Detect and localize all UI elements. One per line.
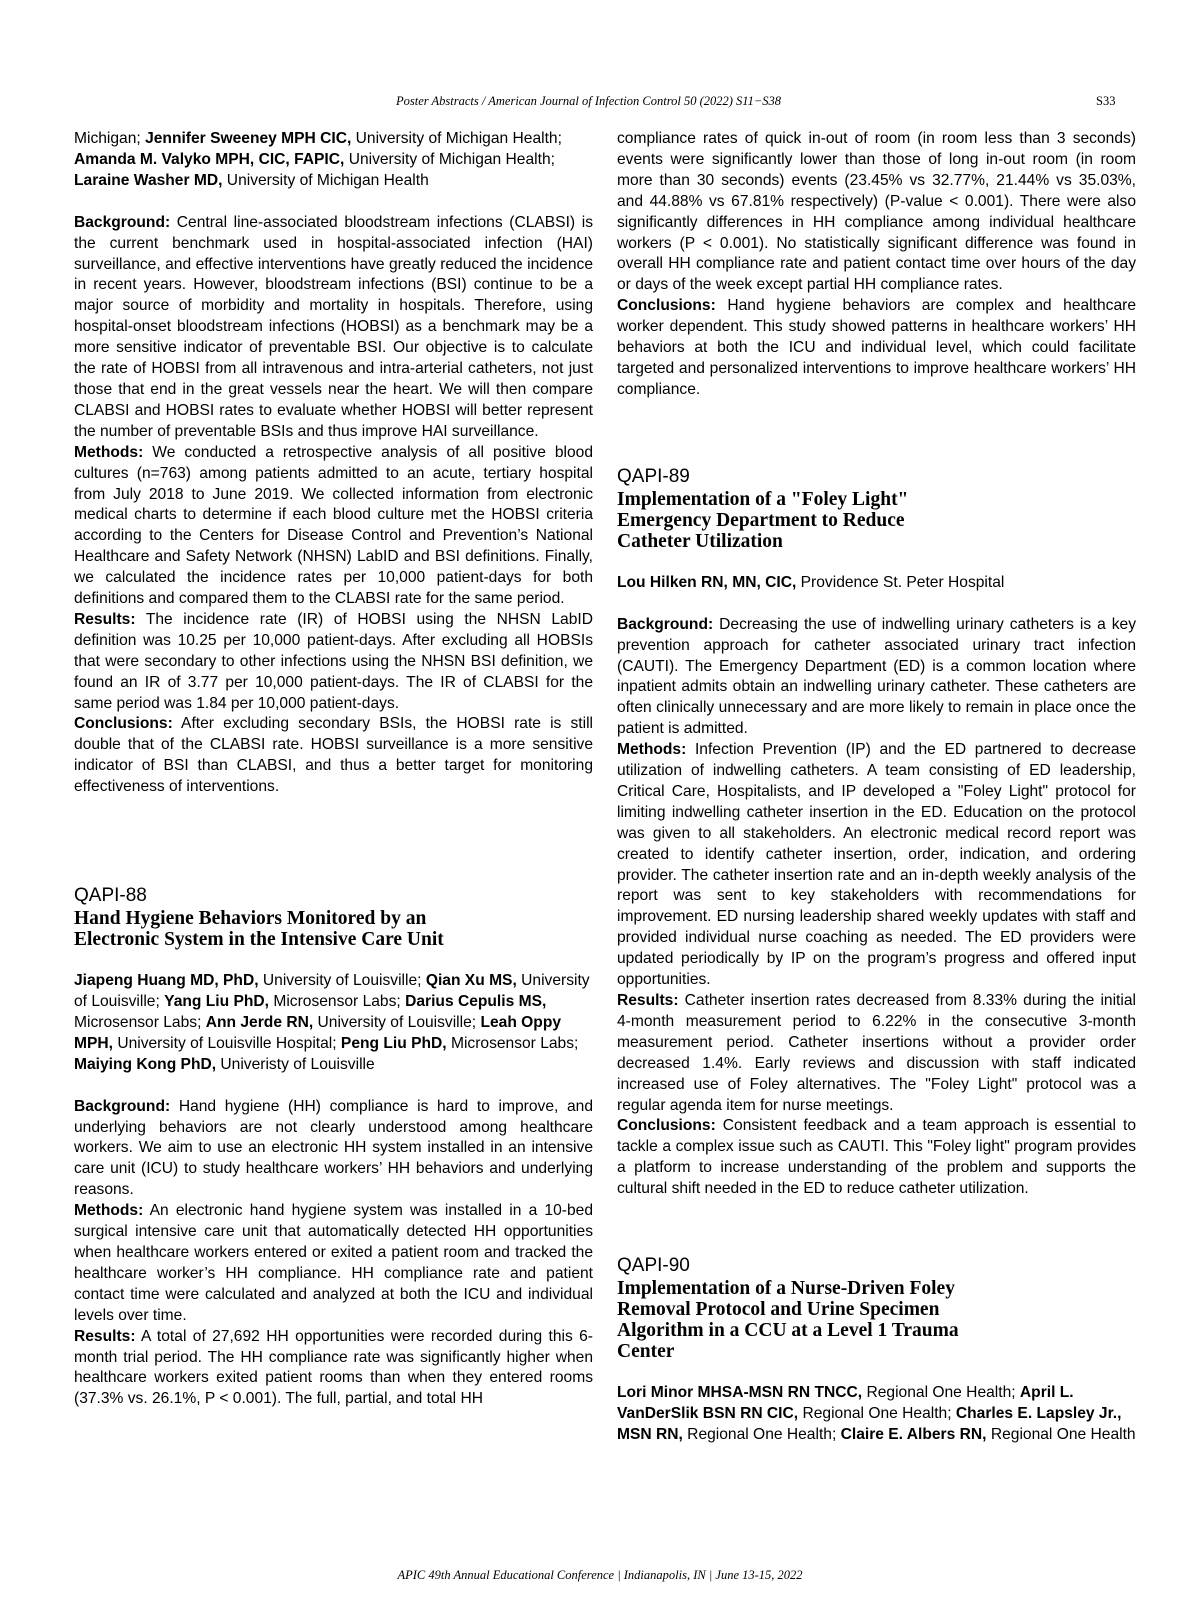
hh-results-continued: compliance rates of quick in-out of room (in room less than 3 seconds) events were significantly lower than those of long in-out room (in room more than 30 seconds) events (23.45% vs 32.77%, 21.44% vs 35.03%, and 44.88% vs 67.81% respectively) (P-value < 0.001). There were also significantly differences in HH compliance among individual healthcare workers (P < 0.001). No statistically significant difference was found in overall HH compliance rate and patient contact time over hours of the day or days of the week except partial HH compliance rates. xyxy=(617,130,1136,294)
section-text: After excluding secondary BSIs, the HOBSI rate is still double that of the CLABSI rate. HOBSI surveillance is a more sensitive indicator of BSI than CLABSI, and thus a better target for monitoring effectiveness of interventions. xyxy=(74,715,593,796)
section-label: Results: xyxy=(74,1327,136,1345)
abstract-id: QAPI-88 xyxy=(74,885,147,907)
section-label: Results: xyxy=(617,992,679,1009)
section-text: Infection Prevention (IP) and the ED partnered to decrease utilization of indwelling catheters. A team consisting of ED leadership, Critical Care, Hospitalists, and IP developed a "Foley Light" protocol for limiting indwelling catheter insertion in the ED. Education on the protocol was given to all stakeholders. An electronic medical record report was created to identify catheter insertion, order, indication, and ordering provider. The catheter insertion rate and an in-depth weekly analysis of the report was sent to key stakeholders with recommendations for improvement. ED nursing leadership shared weekly updates with staff and provided individual nurse coaching as needed. The ED providers were updated periodically by IP on the program’s progress and offered input opportunities. xyxy=(617,741,1136,989)
author-affiliation: University of Louisville Hospital; xyxy=(112,1034,341,1052)
hh-conclusions xyxy=(617,296,1136,401)
hh-background xyxy=(74,1097,593,1202)
author-name: Lori Minor MHSA-MSN RN TNCC, xyxy=(617,1384,863,1402)
section-label: Conclusions: xyxy=(74,715,173,733)
journal-citation: Poster Abstracts / American Journal of Infection Control 50 (2022) S11−S38 xyxy=(396,94,782,108)
author-name: Peng Liu PhD, xyxy=(340,1034,447,1052)
section-text: Hand hygiene behaviors are complex and healthcare worker dependent. This study showed patterns in healthcare workers’ HH behaviors at both the ICU and individual level, which could facilitate targeted and personalized interventions to improve healthcare workers’ HH compliance. xyxy=(617,297,1136,398)
author-affiliation: Regional One Health; xyxy=(862,1384,1020,1402)
section-text: An electronic hand hygiene system was installed in a 10-bed surgical intensive care unit that automatically detected HH opportunities when healthcare workers entered or exited a patient room and tracked the healthcare worker’s HH compliance. HH compliance rate and patient contact time were calculated and analyzed at both the ICU and individual levels over time. xyxy=(74,1202,593,1324)
section-text: Decreasing the use of indwelling urinary catheters is a key prevention approach for catheter associated urinary tract infection (CAUTI). The Emergency Department (ED) is a common location where inpatient admits obtain an indwelling urinary catheter. These catheters are often clinically unnecessary and are more likely to remain in place once the patient is admitted. xyxy=(617,615,1136,738)
author-name: Claire E. Albers RN, xyxy=(840,1425,987,1443)
author-affiliation: University of Michigan Health xyxy=(222,171,429,189)
author-name: Leah Oppy MPH, xyxy=(74,1013,562,1052)
section-text: A total of 27,692 HH opportunities were recorded during this 6-month trial period. The HH compliance rate was significantly higher when healthcare workers exited patient rooms than when they entered rooms (37.3% vs. 26.1%, P < 0.001). The full, partial, and total HH xyxy=(74,1327,593,1408)
author-affiliation: University of Louisville; xyxy=(74,972,590,1010)
author-name: Charles E. Lapsley Jr., MSN RN, xyxy=(617,1404,1122,1443)
author-affiliation: Regional One Health; xyxy=(798,1404,956,1422)
section-label: Methods: xyxy=(74,443,144,461)
author-list-continued xyxy=(74,129,593,192)
author-affiliation: Univeristy of Louisville xyxy=(216,1055,375,1073)
section-label: Conclusions: xyxy=(617,1117,716,1135)
author-affiliation: Regional One Health xyxy=(986,1425,1136,1443)
author-affiliation: Providence St. Peter Hospital xyxy=(796,573,1005,591)
author-name: Maiying Kong PhD, xyxy=(74,1055,217,1073)
hobsi-results xyxy=(74,610,593,715)
author-name: Lou Hilken RN, MN, CIC, xyxy=(617,573,797,591)
foley-background xyxy=(617,615,1136,740)
author-affiliation: Michigan; xyxy=(74,130,146,147)
hobsi-methods xyxy=(74,443,593,610)
author-name: April L. VanDerSlik BSN RN CIC, xyxy=(617,1384,1074,1422)
author-name: Amanda M. Valyko MPH, CIC, FAPIC, xyxy=(74,150,345,168)
hobsi-background xyxy=(74,213,593,443)
page-number: S33 xyxy=(1096,94,1116,108)
foley-results xyxy=(617,991,1136,1116)
section-label: Background: xyxy=(74,1097,171,1115)
section-label: Methods: xyxy=(617,741,687,759)
abstract-title: Implementation of a "Foley Light" Emergency Department to Reduce Catheter Utilization xyxy=(617,488,909,552)
author-list xyxy=(617,573,1136,594)
author-affiliation: University of Louisville; xyxy=(313,1013,481,1031)
abstract-title: Implementation of a Nurse-Driven Foley Removal Protocol and Urine Specimen Algorithm in a CCU at a Level 1 Trauma Center xyxy=(617,1278,959,1363)
author-affiliation: Microsensor Labs; xyxy=(446,1034,579,1052)
author-name: Yang Liu PhD, xyxy=(164,993,269,1010)
section-label: Conclusions: xyxy=(617,297,716,315)
author-affiliation: University of Michigan Health; xyxy=(351,130,562,147)
author-name: Laraine Washer MD, xyxy=(74,171,223,189)
conference-footer: APIC 49th Annual Educational Conference | Indianapolis, IN | June 13-15, 2022 xyxy=(397,1568,803,1582)
hobsi-conclusions xyxy=(74,714,593,798)
author-name: Ann Jerde RN, xyxy=(205,1013,314,1031)
author-affiliation: Regional One Health; xyxy=(682,1425,841,1443)
author-affiliation: Microsensor Labs; xyxy=(269,993,406,1010)
author-name: Darius Cepulis MS, xyxy=(405,993,547,1010)
section-text: Catheter insertion rates decreased from 8.33% during the initial 4-month measurement period to 6.22% in the consecutive 3-month measurement period. Catheter insertions without a provider order decreased 1.4%. Early reviews and discussion with staff indicated increased use of Foley alternatives. The "Foley Light" protocol was a regular agenda item for nurse meetings. xyxy=(617,992,1136,1114)
section-label: Background: xyxy=(74,213,171,231)
foley-methods xyxy=(617,740,1136,991)
section-label: Methods: xyxy=(74,1202,144,1220)
section-text: Hand hygiene (HH) compliance is hard to improve, and underlying behaviors are not clearly understood among healthcare workers. We aim to use an electronic HH system installed in an intensive care unit (ICU) to study healthcare workers’ HH behaviors and underlying reasons. xyxy=(74,1097,593,1199)
author-name: Jiapeng Huang MD, PhD, xyxy=(74,972,259,990)
section-label: Results: xyxy=(74,610,136,628)
section-text: We conducted a retrospective analysis of all positive blood cultures (n=763) among patients admitted to an acute, tertiary hospital from July 2018 to June 2019. We collected information from electronic medical charts to determine if each blood culture met the HOBSI criteria according to the Centers for Disease Control and Prevention’s National Healthcare and Safety Network (NHSN) LabID and BSI definitions. Finally, we calculated the incidence rates per 10,000 patient-days for both definitions and compared them to the CLABSI rate for the same period. xyxy=(74,443,593,608)
left-column xyxy=(74,129,593,1410)
author-affiliation: Microsensor Labs; xyxy=(74,1013,206,1031)
abstract-title: Hand Hygiene Behaviors Monitored by an Electronic System in the Intensive Care Unit xyxy=(74,908,444,951)
section-text: The incidence rate (IR) of HOBSI using the NHSN LabID definition was 10.25 per 10,000 patient-days. After excluding all HOBSIs that were secondary to other infections using the NHSN BSI definition, we found an IR of 3.77 per 10,000 patient-days. The IR of CLABSI for the same period was 1.84 per 10,000 patient-days. xyxy=(74,610,593,712)
hh-methods xyxy=(74,1201,593,1326)
hh-results xyxy=(74,1327,593,1411)
abstract-id: QAPI-90 xyxy=(617,1255,690,1277)
author-list xyxy=(74,971,593,1076)
author-list xyxy=(617,1383,1136,1446)
foley-conclusions xyxy=(617,1116,1136,1200)
author-name: Qian Xu MS, xyxy=(425,972,517,990)
section-label: Background: xyxy=(617,615,714,633)
section-text: Central line-associated bloodstream infections (CLABSI) is the current benchmark used in hospital-associated infection (HAI) surveillance, and effective interventions have greatly reduced the incidence in recent years. However, bloodstream infections (BSI) continue to be a major source of morbidity and mortality in hospitals. Therefore, using hospital-onset bloodstream infections (HOBSI) as a benchmark may be a more sensitive indicator of preventable BSI. Our objective is to calculate the rate of HOBSI from all intravenous and intra-arterial catheters, not just those that end in the great vessels near the heart. We will then compare CLABSI and HOBSI rates to evaluate whether HOBSI will better represent the number of preventable BSIs and thus improve HAI surveillance. xyxy=(74,213,593,440)
author-name: Jennifer Sweeney MPH CIC, xyxy=(145,130,352,147)
section-text: Consistent feedback and a team approach is essential to tackle a complex issue such as CAUTI. This "Foley light" program provides a platform to increase understanding of the problem and supports the cultural shift needed in the ED to reduce catheter utilization. xyxy=(617,1117,1136,1198)
abstract-id: QAPI-89 xyxy=(617,465,690,487)
right-column xyxy=(617,129,1136,1446)
author-affiliation: University of Michigan Health; xyxy=(344,150,555,168)
author-affiliation: University of Louisville; xyxy=(258,972,426,990)
